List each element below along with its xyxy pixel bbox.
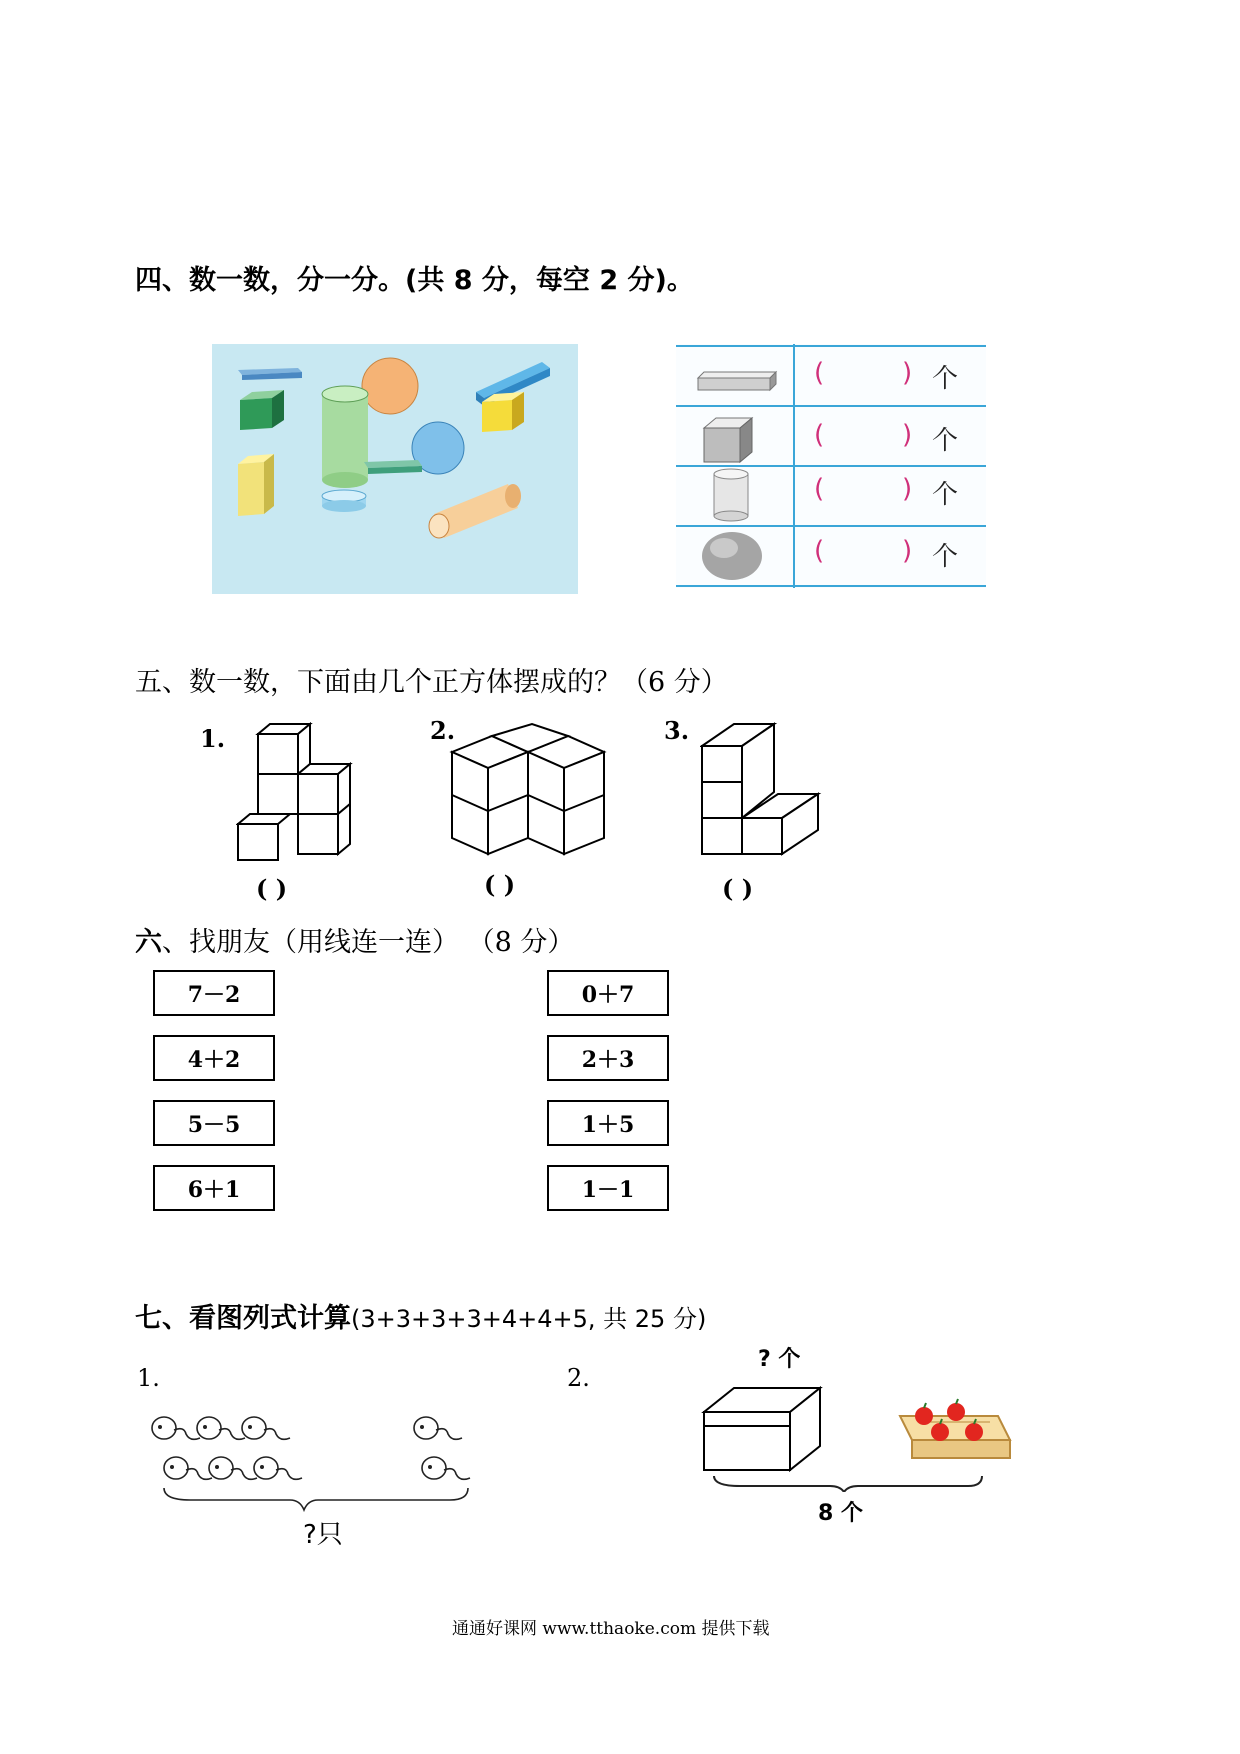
- left-equation-1[interactable]: 7－2: [153, 970, 275, 1016]
- sphere-icon: [702, 532, 762, 580]
- box-shape: [704, 1388, 820, 1470]
- section6-title-rest: 、找朋友（用线连一连） （8 分）: [162, 927, 575, 958]
- apple-crate: [900, 1399, 1010, 1458]
- problem2-top-label: ? 个: [758, 1347, 801, 1372]
- orange-sphere-shape: [362, 358, 418, 414]
- cylinder-icon: [714, 469, 748, 521]
- section7-title-bold: 七、看图列式计算: [135, 1303, 351, 1334]
- problem2-bottom-label: 8 个: [818, 1501, 863, 1526]
- figure1-answer: ( ): [256, 874, 288, 903]
- right-equation-4[interactable]: 1－1: [547, 1165, 669, 1211]
- green-cube-shape: [240, 390, 284, 430]
- section4-title: 四、数一数，分一分。(共 8 分，每空 2 分)。: [135, 265, 694, 296]
- shapes-illustration: [212, 344, 578, 594]
- figure2-number: 2.: [430, 716, 456, 745]
- yellow-cuboid-shape: [238, 454, 274, 516]
- paren-close-1: ): [902, 358, 913, 388]
- footer-text: 通通好课网 www.tthaoke.com 提供下载: [452, 1619, 770, 1639]
- paren-open-1: (: [814, 358, 825, 388]
- right-equation-3[interactable]: 1＋5: [547, 1100, 669, 1146]
- green-cylinder-shape: [322, 386, 368, 488]
- figure2-answer: ( ): [484, 870, 516, 899]
- brace-2: [714, 1476, 982, 1492]
- problem1-number: 1.: [137, 1364, 160, 1392]
- paren-close-4: ): [902, 536, 913, 566]
- left-equation-4[interactable]: 6＋1: [153, 1165, 275, 1211]
- flat-green-cuboid-shape: [364, 460, 422, 474]
- paren-close-2: ): [902, 420, 913, 450]
- figure3-number: 3.: [664, 716, 690, 745]
- cube-icon: [704, 418, 752, 462]
- paren-open-2: (: [814, 420, 825, 450]
- cube-figure-3: [700, 722, 830, 862]
- section6-title: [135, 920, 574, 959]
- figure1-number: 1.: [200, 724, 226, 753]
- tadpole-top-row: [152, 1417, 462, 1439]
- problem1-label: ?只: [303, 1520, 343, 1550]
- section5-title: 五、数一数，下面由几个正方体摆成的？（6 分）: [135, 667, 728, 698]
- paren-close-3: ): [902, 474, 913, 504]
- flat-cuboid-shape: [238, 368, 302, 380]
- count-table: [676, 344, 986, 588]
- left-equation-3[interactable]: 5－5: [153, 1100, 275, 1146]
- cube-figure-2: [448, 722, 608, 862]
- paren-open-4: (: [814, 536, 825, 566]
- right-equation-2[interactable]: 2＋3: [547, 1035, 669, 1081]
- yellow-cube-shape: [482, 392, 524, 432]
- paren-open-3: (: [814, 474, 825, 504]
- box-and-crate-illustration: [700, 1382, 1020, 1492]
- left-equation-2[interactable]: 4＋2: [153, 1035, 275, 1081]
- disc-shape: [322, 490, 366, 512]
- cuboid-icon: [698, 372, 776, 390]
- unit-1: 个: [932, 364, 959, 394]
- unit-2: 个: [932, 426, 959, 456]
- section7-title: [135, 1296, 706, 1335]
- cube-figure-1: [236, 722, 366, 862]
- figure3-answer: ( ): [722, 874, 754, 903]
- right-equation-1[interactable]: 0＋7: [547, 970, 669, 1016]
- tadpole-bottom-row: [164, 1457, 470, 1479]
- unit-3: 个: [932, 480, 959, 510]
- shapes-picture: [212, 344, 578, 594]
- section6-title-bold: 六: [135, 927, 162, 958]
- unit-4: 个: [932, 542, 959, 572]
- problem2-number: 2.: [567, 1364, 590, 1392]
- section7-title-rest: (3+3+3+3+4+4+5, 共 25 分): [351, 1305, 707, 1333]
- tadpoles-illustration: [150, 1410, 480, 1530]
- brace-1: [164, 1488, 468, 1510]
